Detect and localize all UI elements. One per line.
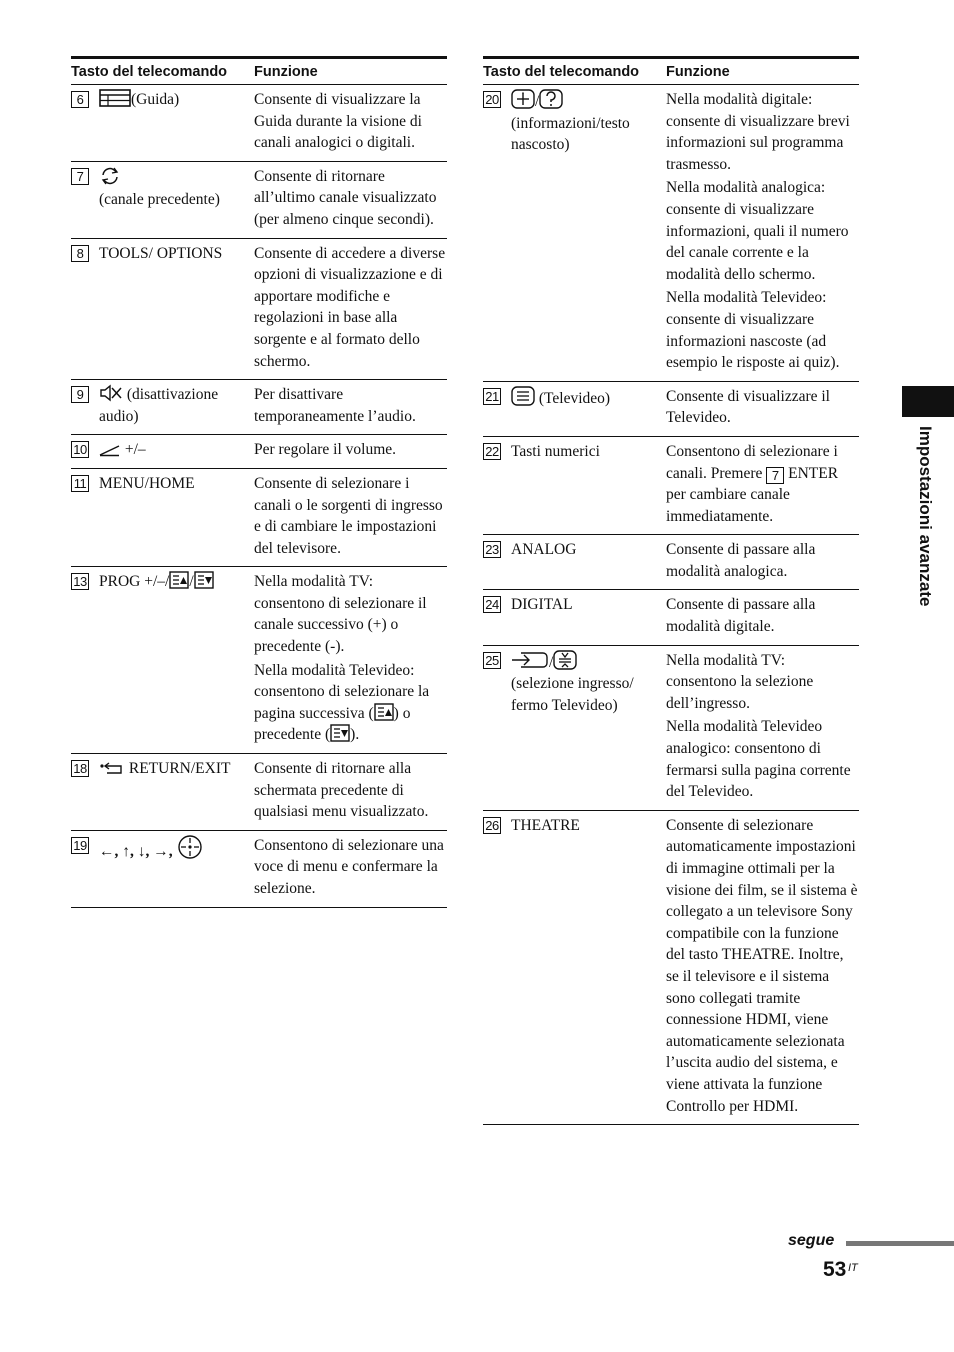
- row-function: Nella modalità Televideo: consente di visualizzare informazioni nascoste (ad esempio le risposte ai quiz).: [666, 289, 840, 372]
- row-key-label: (Guida): [131, 91, 180, 108]
- section-label: Impostazioni avanzate: [916, 426, 935, 607]
- hold-icon: [553, 650, 577, 670]
- row-key-label: Tasti numerici: [511, 442, 600, 460]
- row-number: 8: [71, 245, 89, 262]
- row-function: Per regolare il volume.: [254, 441, 397, 459]
- row-function: Nella modalità digitale: consente di visualizzare brevi informazioni sul programma trasmesso.: [666, 91, 850, 173]
- page-number: 53: [823, 1258, 847, 1281]
- row-key-label: TOOLS/ OPTIONS: [99, 244, 223, 262]
- enter-icon: [177, 835, 203, 859]
- table-row: 13 PROG +/–/ / Nella modalità TV: consentono di selezionare il canale successivo (+) o precedente (-). Nella modalità Televideo: consentono di selezionare la pagina successiva ( ) o precedente ( ).: [71, 567, 447, 754]
- row-number: 9: [71, 386, 89, 403]
- row-key-label: +/–: [124, 441, 146, 459]
- inline-number: 7: [766, 467, 784, 484]
- table-row: [483, 810, 859, 1124]
- row-function: Consente di visualizzare la Guida durante la visione di canali analogici o digitali.: [254, 91, 422, 152]
- page-down-icon: [330, 724, 350, 742]
- row-key-label: (disattivazione audio): [99, 386, 219, 425]
- row-key-label: RETURN/EXIT: [128, 760, 231, 778]
- jump-icon: [99, 166, 121, 186]
- left-table-column: [71, 56, 447, 908]
- table-row: [71, 830, 447, 907]
- row-number: 7: [71, 168, 89, 185]
- table-row: [483, 436, 859, 534]
- row-key-label: (informazioni/testo nascosto): [511, 114, 630, 154]
- table-row: [71, 468, 447, 566]
- header-function: Funzione: [254, 58, 447, 85]
- table-row: 20 / (informazioni/testo nascosto) Nella modalità digitale: consente di visualizzare brevi informazioni sul programma trasmesso. Nella modalità analogica: consente di visualizzare informazioni, quali il numero del canale corrente e la modalità dello schermo. Nella modalità Televideo: consente di visualizzare informazioni nascoste (ad esempio le risposte ai quiz).: [483, 85, 859, 382]
- return-icon: [99, 762, 125, 776]
- header-key: Tasto del telecomando: [71, 58, 254, 85]
- row-key-label: MENU/HOME: [99, 474, 195, 492]
- row-function: Consente di visualizzare il Televideo.: [666, 387, 830, 427]
- header-function: Funzione: [666, 58, 859, 85]
- row-function: Nella modalità Televideo analogico: consentono di fermarsi sulla pagina corrente del Televideo.: [666, 718, 851, 801]
- row-number: 26: [483, 817, 501, 834]
- input-select-icon: [511, 650, 549, 670]
- row-key-label: (Televideo): [538, 389, 611, 407]
- row-function-part: ENTER per cambiare canale immediatamente.: [666, 464, 839, 525]
- row-function: Nella modalità TV: consentono la selezione dell’ingresso.: [666, 651, 814, 712]
- table-row: [483, 381, 859, 436]
- page-up-icon: [169, 571, 189, 589]
- row-function: Consente di passare alla modalità digitale.: [666, 596, 816, 636]
- continued-label: segue: [788, 1232, 835, 1249]
- row-key-label: PROG +/–/: [99, 573, 170, 591]
- row-function: Per disattivare temporaneamente l’audio.: [254, 386, 416, 425]
- table-row: [71, 435, 447, 469]
- row-number: 24: [483, 596, 501, 613]
- section-tab: [902, 386, 954, 417]
- page-down-icon: [194, 571, 214, 589]
- row-function-secondary: [254, 660, 447, 746]
- right-function-table: [483, 56, 859, 1125]
- row-function-part: ) o precedente (: [254, 704, 411, 744]
- table-header-row: [483, 58, 859, 85]
- row-function: Nella modalità TV: consentono di selezionare il canale successivo (+) o precedente (-).: [254, 573, 427, 656]
- row-number: 18: [71, 760, 89, 777]
- row-number: 23: [483, 541, 501, 558]
- text-icon: [511, 386, 535, 406]
- row-function: [666, 441, 859, 527]
- row-function: Consente di passare alla modalità analogica.: [666, 541, 816, 580]
- volume-icon: [99, 443, 121, 457]
- page-language-suffix: IT: [848, 1262, 858, 1274]
- table-row: [71, 161, 447, 238]
- row-function: Consente di selezionare automaticamente impostazioni di immagine ottimali per la visione dei film, se il sistema è collegato a un televisore Sony compatibile con la funzione del tasto THEATRE. Inoltre, se il televisore e il sistema sono collegati tramite connessione HDMI, viene automaticamente selezionata l’uscita audio del sistema, e viene attivata la funzione Controllo per HDMI.: [666, 816, 858, 1115]
- continued-bar: [846, 1241, 954, 1246]
- row-number: 22: [483, 443, 501, 460]
- table-header-row: [71, 58, 447, 85]
- row-function: Consente di selezionare i canali o le sorgenti di ingresso e di cambiare le impostazioni del televisore.: [254, 474, 443, 557]
- row-function-part: ).: [350, 726, 360, 744]
- info-icon: [511, 89, 535, 109]
- table-row: [71, 85, 447, 162]
- guide-icon: [99, 89, 131, 107]
- row-function: Consentono di selezionare una voce di menu e confermare la selezione.: [254, 836, 444, 897]
- row-function-part: Nella modalità Televideo: consentono di selezionare la pagina successiva (: [254, 661, 430, 722]
- row-function: Consente di accedere a diverse opzioni di visualizzazione e di apportare modifiche e regolazioni in base alla sorgente e al formato dello schermo.: [254, 244, 446, 370]
- row-key-label: ←, ↑, ↓, →,: [99, 842, 173, 860]
- table-row: [483, 535, 859, 590]
- row-key-label: (selezione ingresso/ fermo Televideo): [511, 675, 634, 714]
- left-function-table: [71, 56, 447, 908]
- row-function: Nella modalità analogica: consente di visualizzare informazioni, quali il numero del canale corrente e la modalità dello schermo.: [666, 179, 849, 283]
- right-table-column: [483, 56, 859, 1125]
- table-row: [71, 380, 447, 435]
- table-row: 25 / (selezione ingresso/ fermo Televideo) Nella modalità TV: consentono la selezione dell’ingresso. Nella modalità Televideo analogico: consentono di fermarsi sulla pagina corrente del Televideo.: [483, 645, 859, 810]
- row-function: Consente di ritornare all’ultimo canale visualizzato (per almeno cinque secondi).: [254, 167, 437, 228]
- row-key-label: (canale precedente): [99, 191, 220, 209]
- row-number: 25: [483, 652, 501, 669]
- header-key: Tasto del telecomando: [483, 58, 666, 85]
- row-key-label: DIGITAL: [511, 596, 573, 614]
- row-key-label: THEATRE: [511, 816, 580, 834]
- row-number: 13: [71, 573, 89, 590]
- row-number: 20: [483, 91, 501, 108]
- row-number: 10: [71, 441, 89, 458]
- muting-icon: [99, 384, 123, 402]
- row-function: Consente di ritornare alla schermata precedente di qualsiasi menu visualizzato.: [254, 760, 429, 821]
- table-row: [71, 754, 447, 831]
- row-number: 19: [71, 837, 89, 854]
- table-row: [483, 590, 859, 645]
- page-up-icon: [374, 703, 394, 721]
- row-number: 21: [483, 388, 501, 405]
- row-number: 6: [71, 91, 89, 108]
- row-function-part: Consentono di selezionare i canali. Premere: [666, 442, 838, 482]
- row-key-label: ANALOG: [511, 541, 577, 559]
- table-row: [71, 238, 447, 380]
- reveal-icon: [539, 89, 563, 109]
- row-number: 11: [71, 475, 89, 492]
